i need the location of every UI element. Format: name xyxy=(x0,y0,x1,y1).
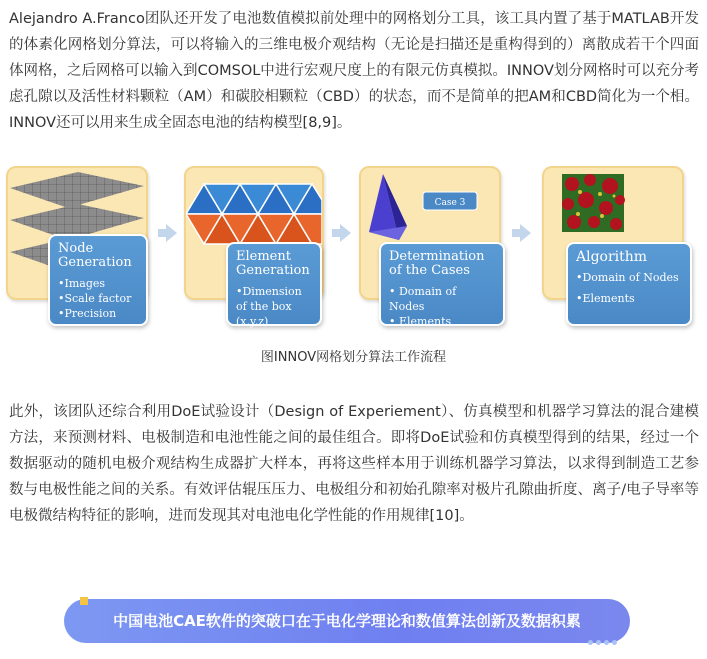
workflow-figure xyxy=(6,166,696,346)
step-item: • Domain of Nodes xyxy=(389,285,457,313)
step-item: •Images xyxy=(58,277,106,290)
step-title: Determination of the Cases xyxy=(389,249,485,278)
workflow-step-determination-of-cases xyxy=(359,166,519,326)
figure-caption: 图INNOV网格划分算法工作流程 xyxy=(260,350,447,365)
step-title: Algorithm xyxy=(576,249,648,265)
banner-accent-square xyxy=(80,597,88,605)
determination-card xyxy=(379,242,505,326)
workflow-step-algorithm xyxy=(542,166,696,326)
step-item: •Domain of Nodes xyxy=(576,271,679,284)
algorithm-card xyxy=(566,242,692,326)
banner-decoration-dots xyxy=(588,640,618,646)
highlight-banner: 中国电池CAE软件的突破口在于电化学理论和数值算法创新及数据积累 xyxy=(64,599,630,643)
element-generation-card xyxy=(226,242,322,326)
step-title: Node Generation xyxy=(58,241,132,270)
step-item: •Scale factor xyxy=(58,292,132,305)
step-item: •Elements xyxy=(576,292,635,305)
intro-paragraph: Alejandro A.Franco团队还开发了电池数值模拟前处理中的网格划分工具，该工具内置了基于MATLAB开发的体素化网格划分算法，可以将输入的三维电极介观结构（无论是扫描还是重构得到的）离散成若干个四面体网格，之后网格可以输入到COMSOL中进行宏观尺度上的有限元仿真模拟。INNOV划分网格时可以充分考虑孔隙以及活性材料颗粒（AM）和碳胶相颗粒（CBD）的状态，而不是简单的把AM和CBD简化为一个相。INNOV还可以用来生成全固态电池的结构模型[8,9]。 xyxy=(9,11,699,131)
case-label: Case 3 xyxy=(434,198,466,208)
step-item: •Precision xyxy=(58,307,117,320)
flow-arrow-icon xyxy=(340,224,351,242)
flow-arrow-icon xyxy=(520,224,531,242)
node-generation-card xyxy=(48,234,148,326)
flow-arrow-icon xyxy=(166,224,177,242)
step-item: •Dimension of the box (x,y,z) xyxy=(236,285,302,328)
workflow-step-node-generation xyxy=(6,166,166,326)
workflow-step-element-generation xyxy=(184,166,344,326)
step-item: • Elements xyxy=(389,315,452,328)
step-title: Element Generation xyxy=(236,249,310,278)
body-paragraph: 此外，该团队还综合利用DoE试验设计（Design of Experiement）、仿真模型和机器学习算法的混合建模方法，来预测材料、电极制造和电池性能之间的最佳组合。即将DoE试验和仿真模型得到的结果，经过一个数据驱动的随机电极介观结构生成器扩大样本，再将这些样本用于训练机器学习算法，以求得到制造工艺参数与电极性能之间的关系。有效评估辊压压力、电极组分和初始孔隙率对极片孔隙曲折度、离子/电子导率等电极微结构特征的影响，进而发现其对电池电化学性能的作用规律[10]。 xyxy=(9,404,699,524)
